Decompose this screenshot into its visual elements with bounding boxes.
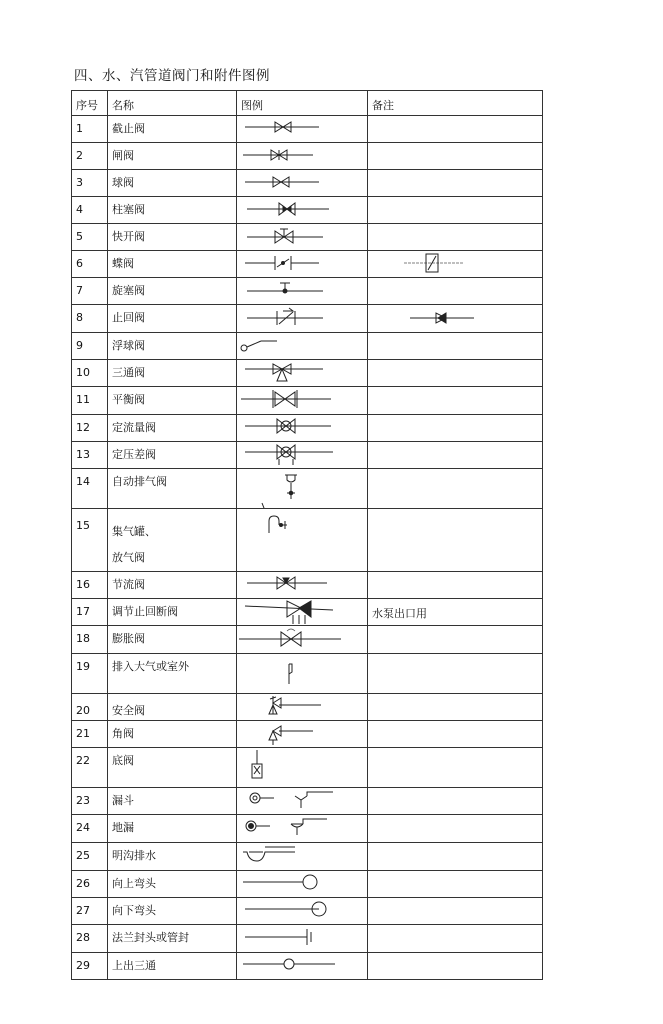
row-name: 柱塞阀 bbox=[108, 197, 237, 224]
row-number: 25 bbox=[72, 843, 108, 871]
row-note bbox=[368, 387, 543, 415]
row-name: 漏斗 bbox=[108, 788, 237, 815]
row-number: 27 bbox=[72, 898, 108, 925]
table-row bbox=[72, 843, 543, 871]
differential-pressure-valve-icon bbox=[237, 442, 368, 468]
row-name: 自动排气阀 bbox=[108, 469, 237, 509]
table-row bbox=[72, 442, 543, 469]
table-row bbox=[72, 278, 543, 305]
table-row bbox=[72, 469, 543, 509]
row-note bbox=[368, 143, 543, 170]
row-name: 止回阀 bbox=[108, 305, 237, 333]
legend-table bbox=[71, 90, 543, 980]
funnel-icon bbox=[237, 788, 368, 814]
globe-valve-icon bbox=[237, 116, 368, 142]
page-title: 四、水、汽管道阀门和附件图例 bbox=[74, 68, 270, 84]
row-name: 法兰封头或管封 bbox=[108, 925, 237, 953]
row-number: 4 bbox=[72, 197, 108, 224]
table-row bbox=[72, 197, 543, 224]
throttle-valve-icon bbox=[237, 572, 368, 598]
row-name: 角阀 bbox=[108, 721, 237, 748]
row-number: 9 bbox=[72, 333, 108, 360]
row-number: 17 bbox=[72, 599, 108, 626]
table-row bbox=[72, 626, 543, 654]
row-number: 2 bbox=[72, 143, 108, 170]
row-name: 调节止回断阀 bbox=[108, 599, 237, 626]
row-number: 3 bbox=[72, 170, 108, 197]
air-collector-icon bbox=[237, 509, 368, 562]
row-number: 5 bbox=[72, 224, 108, 251]
table-row bbox=[72, 360, 543, 387]
header-no: 序号 bbox=[72, 91, 108, 116]
row-name: 上出三通 bbox=[108, 953, 237, 980]
gate-valve-icon bbox=[237, 143, 368, 169]
table-row bbox=[72, 748, 543, 788]
row-name: 定压差阀 bbox=[108, 442, 237, 469]
row-number: 16 bbox=[72, 572, 108, 599]
row-name: 浮球阀 bbox=[108, 333, 237, 360]
table-row bbox=[72, 509, 543, 572]
table-row bbox=[72, 721, 543, 748]
header-row bbox=[72, 91, 543, 116]
table-row bbox=[72, 694, 543, 721]
row-note bbox=[368, 925, 543, 953]
row-number: 7 bbox=[72, 278, 108, 305]
plunger-valve-icon bbox=[237, 197, 368, 223]
row-number: 26 bbox=[72, 871, 108, 898]
row-name-line-2: 放气阀 bbox=[112, 551, 145, 564]
row-number: 12 bbox=[72, 415, 108, 442]
row-note bbox=[368, 224, 543, 251]
row-note bbox=[368, 721, 543, 748]
table-row bbox=[72, 788, 543, 815]
tee-up-icon bbox=[237, 953, 368, 979]
row-note bbox=[368, 197, 543, 224]
row-note bbox=[368, 788, 543, 815]
auto-air-vent-icon bbox=[237, 469, 368, 508]
cock-valve-icon bbox=[237, 278, 368, 304]
table-row bbox=[72, 898, 543, 925]
header-symbol: 图例 bbox=[237, 91, 368, 116]
expansion-valve-icon bbox=[237, 626, 368, 653]
row-note bbox=[368, 654, 543, 694]
row-note bbox=[368, 442, 543, 469]
check-valve-alt-icon bbox=[368, 305, 543, 332]
header-note: 备注 bbox=[368, 91, 543, 116]
row-name: 旋塞阀 bbox=[108, 278, 237, 305]
row-name: 球阀 bbox=[108, 170, 237, 197]
table-row bbox=[72, 654, 543, 694]
row-number: 29 bbox=[72, 953, 108, 980]
open-channel-drain-icon bbox=[237, 843, 368, 870]
row-number: 13 bbox=[72, 442, 108, 469]
row-number: 10 bbox=[72, 360, 108, 387]
row-name-line-1: 集气罐、 bbox=[112, 525, 156, 538]
row-name: 底阀 bbox=[108, 748, 237, 788]
regulating-check-valve-icon bbox=[237, 599, 368, 625]
header-name: 名称 bbox=[108, 91, 237, 116]
row-note bbox=[368, 815, 543, 843]
table-row bbox=[72, 251, 543, 278]
row-note bbox=[368, 898, 543, 925]
row-note bbox=[368, 843, 543, 871]
table-row bbox=[72, 415, 543, 442]
row-number: 18 bbox=[72, 626, 108, 654]
foot-valve-icon bbox=[237, 748, 368, 787]
row-note bbox=[368, 333, 543, 360]
row-number: 22 bbox=[72, 748, 108, 788]
table-row bbox=[72, 871, 543, 898]
table-row bbox=[72, 143, 543, 170]
row-number: 20 bbox=[72, 694, 108, 721]
row-number: 11 bbox=[72, 387, 108, 415]
table-row bbox=[72, 572, 543, 599]
balance-valve-icon bbox=[237, 387, 368, 414]
row-number: 19 bbox=[72, 654, 108, 694]
row-name: 定流量阀 bbox=[108, 415, 237, 442]
row-number: 8 bbox=[72, 305, 108, 333]
row-number: 15 bbox=[72, 509, 108, 572]
row-name: 排入大气或室外 bbox=[108, 654, 237, 694]
angle-valve-icon bbox=[237, 721, 368, 747]
row-note bbox=[368, 871, 543, 898]
row-name: 向下弯头 bbox=[108, 898, 237, 925]
row-note bbox=[368, 953, 543, 980]
row-note bbox=[368, 469, 543, 509]
elbow-up-icon bbox=[237, 871, 368, 897]
check-valve-icon bbox=[237, 305, 368, 332]
three-way-valve-icon bbox=[237, 360, 368, 386]
table-row bbox=[72, 925, 543, 953]
row-note bbox=[368, 360, 543, 387]
row-note bbox=[368, 626, 543, 654]
table-row bbox=[72, 387, 543, 415]
flange-cap-icon bbox=[237, 925, 368, 952]
row-name: 膨胀阀 bbox=[108, 626, 237, 654]
table-row bbox=[72, 815, 543, 843]
row-number: 24 bbox=[72, 815, 108, 843]
row-name: 向上弯头 bbox=[108, 871, 237, 898]
row-name: 安全阀 bbox=[108, 694, 237, 721]
table-row bbox=[72, 953, 543, 980]
row-name: 截止阀 bbox=[108, 116, 237, 143]
row-name: 三通阀 bbox=[108, 360, 237, 387]
row-note: 水泵出口用 bbox=[368, 599, 543, 626]
table-row bbox=[72, 116, 543, 143]
table-row bbox=[72, 224, 543, 251]
table-row bbox=[72, 599, 543, 626]
safety-valve-icon bbox=[237, 694, 368, 720]
elbow-down-icon bbox=[237, 898, 368, 924]
row-name: 节流阀 bbox=[108, 572, 237, 599]
row-note bbox=[368, 509, 543, 572]
row-name: 蝶阀 bbox=[108, 251, 237, 278]
row-name: 闸阀 bbox=[108, 143, 237, 170]
quick-open-valve-icon bbox=[237, 224, 368, 250]
row-number: 28 bbox=[72, 925, 108, 953]
row-name: 地漏 bbox=[108, 815, 237, 843]
row-number: 14 bbox=[72, 469, 108, 509]
vent-to-atmosphere-icon bbox=[237, 654, 368, 693]
butterfly-valve-alt-icon bbox=[368, 251, 543, 277]
constant-flow-valve-icon bbox=[237, 415, 368, 441]
table-row bbox=[72, 305, 543, 333]
row-number: 1 bbox=[72, 116, 108, 143]
table-row bbox=[72, 333, 543, 360]
float-valve-icon bbox=[237, 333, 368, 359]
row-name: 明沟排水 bbox=[108, 843, 237, 871]
row-note bbox=[368, 694, 543, 721]
row-note bbox=[368, 170, 543, 197]
butterfly-valve-icon bbox=[237, 251, 368, 277]
row-name bbox=[108, 509, 237, 572]
ball-valve-icon bbox=[237, 170, 368, 196]
row-name: 平衡阀 bbox=[108, 387, 237, 415]
row-note bbox=[368, 748, 543, 788]
row-number: 21 bbox=[72, 721, 108, 748]
row-note bbox=[368, 572, 543, 599]
row-note bbox=[368, 116, 543, 143]
row-note bbox=[368, 278, 543, 305]
row-note bbox=[368, 415, 543, 442]
floor-drain-icon bbox=[237, 815, 368, 842]
row-number: 6 bbox=[72, 251, 108, 278]
row-name: 快开阀 bbox=[108, 224, 237, 251]
table-row bbox=[72, 170, 543, 197]
row-number: 23 bbox=[72, 788, 108, 815]
